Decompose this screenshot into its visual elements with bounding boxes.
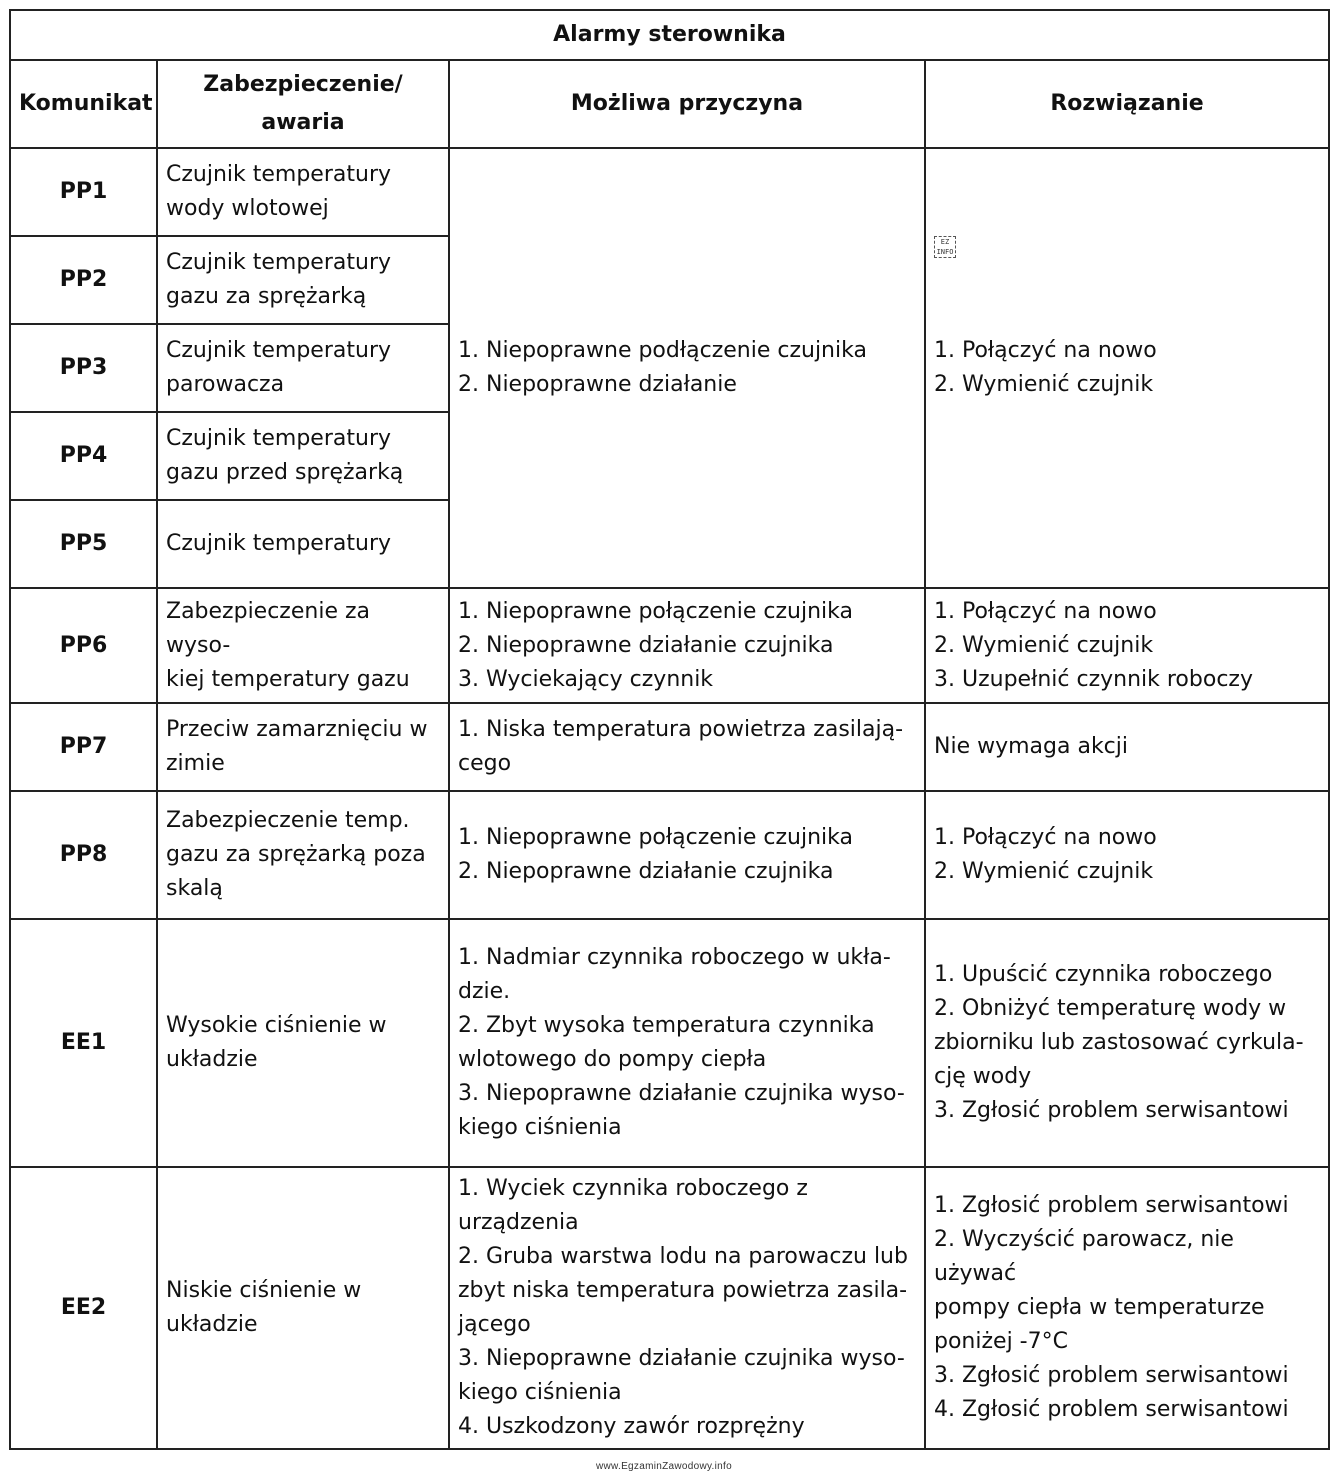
alarm-code: PP1	[10, 148, 157, 236]
alarm-description: Czujnik temperatury parowacza	[157, 324, 449, 412]
alarm-cause: 1. Wyciek czynnika roboczego z urządzenia 2. Gruba warstwa lodu na parowaczu lub zbyt niska temperatura powietrza zasila- jącego 3. Niepoprawne działanie czujnika wyso- kiego ciśnienia 4. Uszkodzony zawór rozprężny	[449, 1167, 925, 1449]
alarm-description: Zabezpieczenie za wyso- kiej temperatury gazu	[157, 588, 449, 703]
alarm-code: PP5	[10, 500, 157, 588]
alarm-code: EE2	[10, 1167, 157, 1449]
alarm-description: Przeciw zamarznięciu w zimie	[157, 703, 449, 791]
alarm-code: PP8	[10, 791, 157, 919]
alarm-description: Zabezpieczenie temp. gazu za sprężarką poza skalą	[157, 791, 449, 919]
table-row-ee2	[10, 1167, 1329, 1449]
alarm-description: Niskie ciśnienie w układzie	[157, 1167, 449, 1449]
alarm-code: PP4	[10, 412, 157, 500]
table-row-pp6	[10, 588, 1329, 703]
alarm-description: Czujnik temperatury gazu przed sprężarką	[157, 412, 449, 500]
alarm-code: PP6	[10, 588, 157, 703]
alarm-cause: 1. Niepoprawne połączenie czujnika 2. Niepoprawne działanie czujnika 3. Wyciekający czynnik	[449, 588, 925, 703]
alarm-cause: 1. Niepoprawne połączenie czujnika 2. Niepoprawne działanie czujnika	[449, 791, 925, 919]
alarm-code: PP3	[10, 324, 157, 412]
alarm-description: Czujnik temperatury	[157, 500, 449, 588]
footer-watermark: www.EgzaminZawodowy.info	[596, 1461, 732, 1472]
table-row-pp7	[10, 703, 1329, 791]
alarm-cause: 1. Nadmiar czynnika roboczego w ukła- dzie. 2. Zbyt wysoka temperatura czynnika wlotowego do pompy ciepła 3. Niepoprawne działanie czujnika wyso- kiego ciśnienia	[449, 919, 925, 1167]
table-row-pp1	[10, 148, 1329, 236]
alarm-cause: 1. Niska temperatura powietrza zasilają- cego	[449, 703, 925, 791]
table-title: Alarmy sterownika	[10, 10, 1329, 60]
shared-cause-cell: 1. Niepoprawne podłączenie czujnika 2. Niepoprawne działanie	[449, 148, 925, 588]
table-row-ee1	[10, 919, 1329, 1167]
header-rozwiazanie: Rozwiązanie	[925, 60, 1329, 148]
ez-info-icon: EZ INFO	[934, 236, 956, 258]
alarm-solution: 1. Połączyć na nowo 2. Wymienić czujnik	[925, 791, 1329, 919]
header-zabezpieczenie: Zabezpieczenie/ awaria	[157, 60, 449, 148]
alarm-code: PP7	[10, 703, 157, 791]
header-komunikat: Komunikat	[10, 60, 157, 148]
table-row-pp8	[10, 791, 1329, 919]
alarm-description: Czujnik temperatury gazu za sprężarką	[157, 236, 449, 324]
alarm-solution: 1. Zgłosić problem serwisantowi 2. Wyczyścić parowacz, nie używać pompy ciepła w temperaturze poniżej -7°C 3. Zgłosić problem serwisantowi 4. Zgłosić problem serwisantowi	[925, 1167, 1329, 1449]
alarm-solution: 1. Upuścić czynnika roboczego 2. Obniżyć temperaturę wody w zbiorniku lub zastosować cyrkula- cję wody 3. Zgłosić problem serwisantowi	[925, 919, 1329, 1167]
alarms-table	[9, 9, 1330, 1450]
alarm-solution: 1. Połączyć na nowo 2. Wymienić czujnik 3. Uzupełnić czynnik roboczy	[925, 588, 1329, 703]
alarm-description: Wysokie ciśnienie w układzie	[157, 919, 449, 1167]
alarm-description: Czujnik temperatury wody wlotowej	[157, 148, 449, 236]
shared-solution-cell: 1. Połączyć na nowo 2. Wymienić czujnik	[925, 148, 1329, 588]
header-row	[10, 60, 1329, 148]
alarm-solution: Nie wymaga akcji	[925, 703, 1329, 791]
alarm-code: PP2	[10, 236, 157, 324]
alarm-code: EE1	[10, 919, 157, 1167]
header-przyczyna: Możliwa przyczyna	[449, 60, 925, 148]
